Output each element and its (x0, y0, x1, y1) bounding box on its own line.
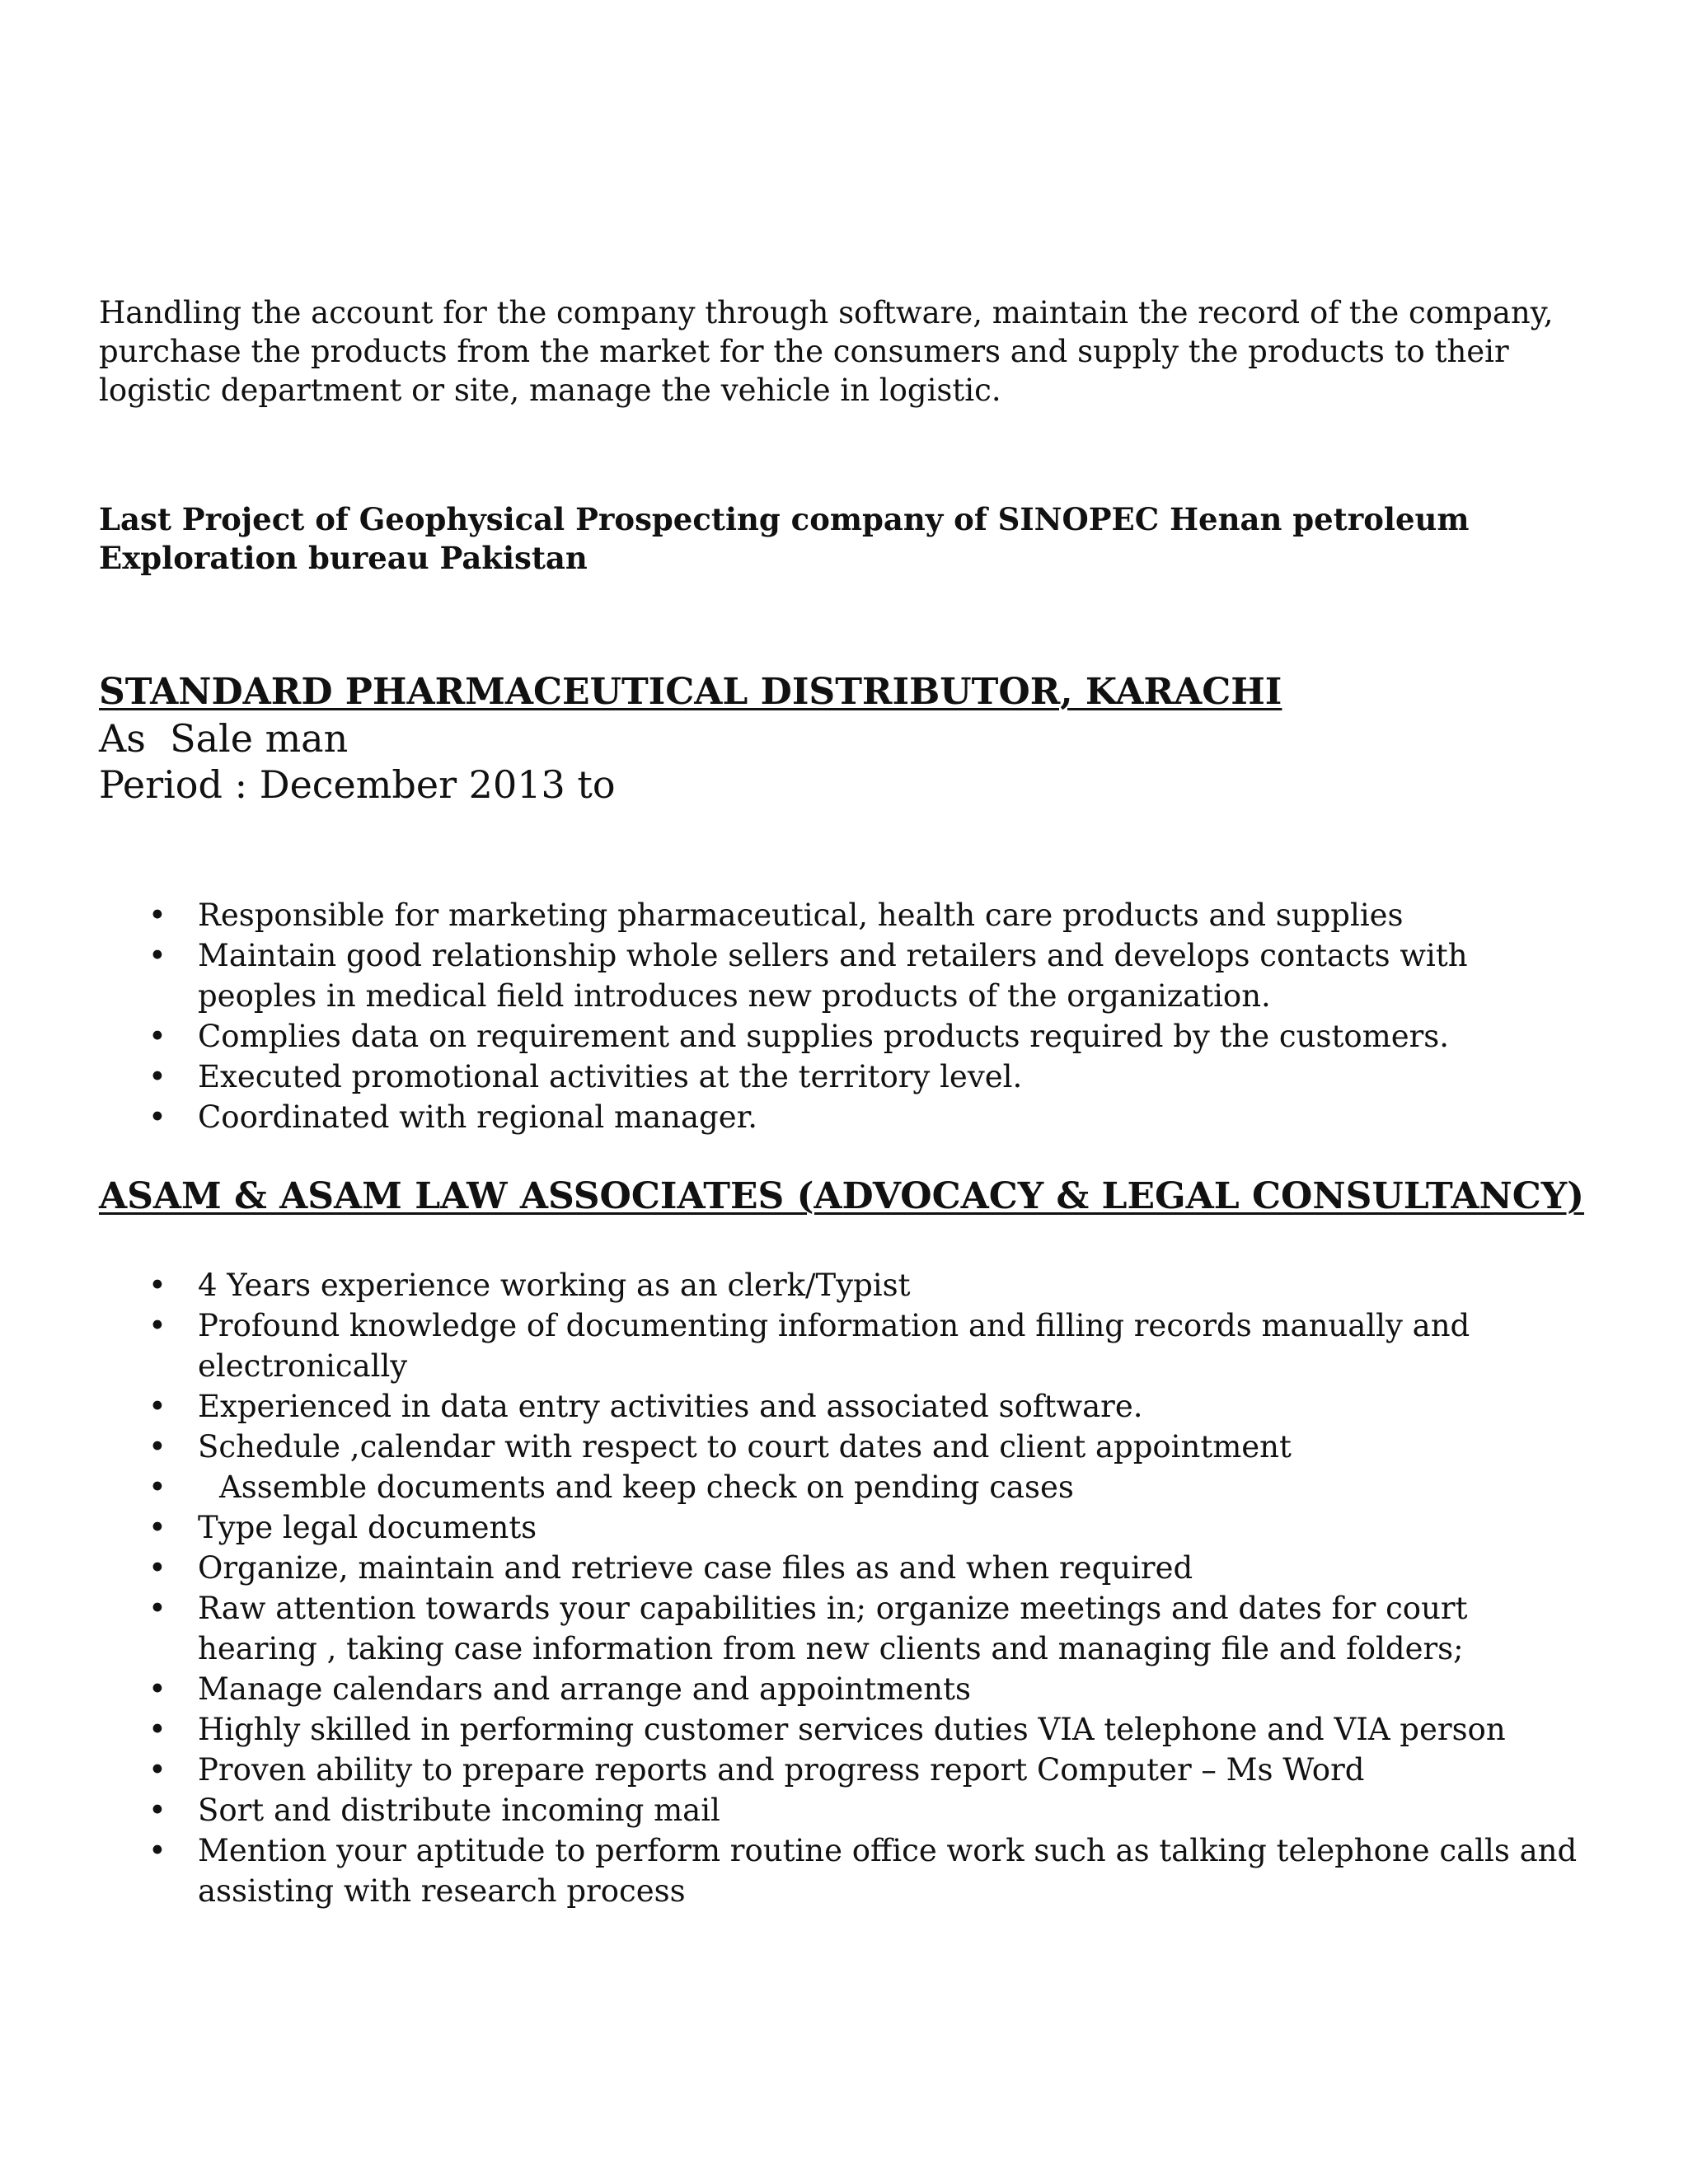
list-item: • Complies data on requirement and supplies products required by the customers. (99, 1016, 1582, 1057)
intro-paragraph: Handling the account for the company through software, maintain the record of the company, purchase the products from the market for the consumers and supply the products to their logistic department or site, manage the vehicle in logistic. (99, 295, 1554, 408)
list-item: • Assemble documents and keep check on pending cases (99, 1467, 1582, 1507)
list-item: • Experienced in data entry activities and associated software. (99, 1386, 1582, 1427)
asam-law-heading: ASAM & ASAM LAW ASSOCIATES (ADVOCACY & LEGAL CONSULTANCY) (99, 1175, 1585, 1217)
list-item: • Proven ability to prepare reports and progress report Computer – Ms Word (99, 1750, 1582, 1790)
list-item: • Schedule ,calendar with respect to court dates and client appointment (99, 1427, 1582, 1467)
project-note: Last Project of Geophysical Prospecting company of SINOPEC Henan petroleum Exploration bureau Pakistan (99, 501, 1470, 576)
list-item: • Mention your aptitude to perform routine office work such as talking telephone calls and assisting with research process (99, 1830, 1582, 1911)
list-item: • Profound knowledge of documenting information and filling records manually and electronically (99, 1305, 1582, 1386)
list-item: • Maintain good relationship whole sellers and retailers and develops contacts with peoples in medical field introduces new products of the organization. (99, 935, 1582, 1016)
standard-period: Period : December 2013 to (99, 762, 616, 807)
list-item: • Responsible for marketing pharmaceutical, health care products and supplies (99, 895, 1582, 935)
list-item: • Raw attention towards your capabilities in; organize meetings and dates for court hearing , taking case information from new clients and managing file and folders; (99, 1588, 1582, 1669)
standard-pharma-heading: STANDARD PHARMACEUTICAL DISTRIBUTOR, KARACHI (99, 671, 1282, 713)
standard-role: As Sale man (99, 716, 349, 761)
list-item: • Type legal documents (99, 1507, 1582, 1548)
standard-duties-list (99, 895, 1582, 1137)
list-item: • Organize, maintain and retrieve case files as and when required (99, 1548, 1582, 1588)
list-item: • 4 Years experience working as an clerk/Typist (99, 1265, 1582, 1305)
list-item: • Coordinated with regional manager. (99, 1097, 1582, 1137)
list-item: • Sort and distribute incoming mail (99, 1790, 1582, 1830)
list-item: • Highly skilled in performing customer services duties VIA telephone and VIA person (99, 1709, 1582, 1750)
list-item: • Executed promotional activities at the territory level. (99, 1057, 1582, 1097)
list-item: • Manage calendars and arrange and appointments (99, 1669, 1582, 1709)
asam-duties-list (99, 1265, 1582, 1911)
